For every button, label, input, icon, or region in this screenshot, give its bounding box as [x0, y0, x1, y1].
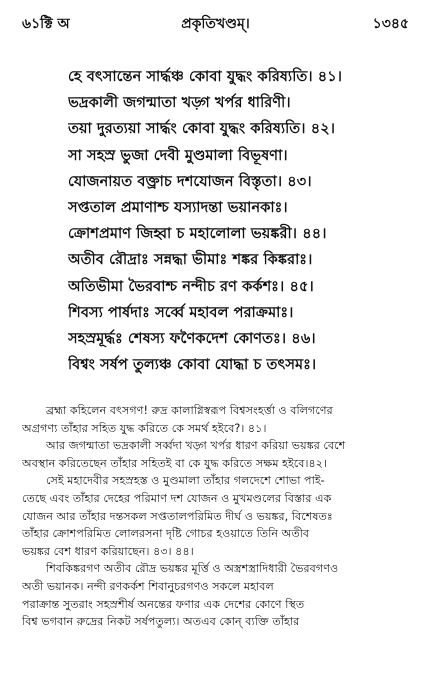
verse-line: সহস্রমূর্দ্ধঃ শেষস্য ফণৈকদেশ কোণতঃ। ৪৬। [68, 331, 316, 348]
paragraph-line: যোজন আর তাঁহার দন্তসকল সপ্ততালপরিমিত দীর্ঘ ও ভয়ঙ্কর, বিশেষতঃ [22, 509, 333, 523]
verse-line: যোজনায়ত বক্ত্রাচ দশযোজন বিস্তৃতা। ৪৩। [68, 173, 312, 190]
paragraph-line: অবস্থান করিতেছেন তাঁহার সহিতই বা কে যুদ্ধ করিতে সক্ষম হইবে।৪২। [22, 456, 328, 470]
paragraph-line: তাঁহার ক্রোশপরিমিত লোলরসনা দৃষ্টি গোচর হওয়াতে তিনি অতীব [22, 527, 310, 541]
paragraph-line: ব্রহ্মা কহিলেন বৎসগণ! রুদ্র কালাগ্নিস্বরূপ বিশ্বসংহর্ত্তা ও বলিগণের [46, 404, 333, 417]
verse-line: সপ্ততাল প্রমাণাশ্চ যস্যাদন্তা ভয়ানকাঃ। [68, 200, 288, 217]
verse-line: অতীব রৌদ্রাঃ সন্নদ্ধা ভীমাঃ শঙ্কর কিঙ্করাঃ। [68, 252, 313, 269]
translation-paragraph [22, 437, 415, 472]
translation-paragraph [22, 402, 415, 437]
paragraph-line: সেই মহাদেবীর সহস্রহস্ত ও মুণ্ডমালা তাঁহার গলদেশে শোভা পাই- [46, 474, 325, 488]
paragraph-line: তেছে এবং তাঁহার দেহের পরিমাণ দশ যোজন ও মুখমণ্ডলের বিস্তার এক [22, 491, 332, 505]
verse-line: তয়া দুরত্যয়া সার্দ্ধং কোবা যুদ্ধং করিষ্যতি। ৪২। [68, 121, 336, 138]
header-signature-mark: ৬১ক্টি অ [22, 16, 70, 32]
translation-paragraph [22, 472, 415, 560]
verse-line: ক্রোশপ্রমাণ জিহ্বা চ মহালোলা ভয়ঙ্করী। ৪৪। [68, 226, 327, 243]
verse-line: সা সহস্র ভুজা দেবী মুণ্ডমালা বিভূষণা। [68, 147, 288, 164]
page-number: ১৩৪৫ [372, 16, 409, 32]
header-section-title: প্রকৃতিখণ্ডম্। [181, 16, 250, 32]
sanskrit-verses [68, 64, 413, 378]
verse-line: ভদ্রকালী জগন্মাতা খড়্গ খর্পর ধারিণী। [68, 95, 291, 112]
page-header [22, 8, 409, 34]
paragraph-line: আর জগন্মাতা ভদ্রকালী সর্ব্বদা খড়্গ খর্পর ধারণ করিয়া ভয়ঙ্কর বেশে [46, 439, 346, 453]
verse-line: হে বৎসান্তেন সার্দ্ধঞ্চ কোবা যুদ্ধং করিষ্যতি। ৪১। [68, 69, 343, 85]
bengali-translation [22, 402, 415, 631]
paragraph-line: বিশ্ব ভগবান রুদ্রের নিকট সর্ষপতুল্য। অতএব কোন্ ব্যক্তি তাঁহার [22, 615, 300, 629]
verse-line: অতিভীমা ভৈরবাশ্চ নন্দীচ রণ কর্কশঃ। ৪৫। [68, 278, 314, 295]
paragraph-line: পরাক্রান্ত সুতরাং সহস্রশীর্ষ অনন্তের ফণার এক দেশের কোণে স্থিত [22, 597, 305, 611]
paragraph-line: অতী ভয়ানক। নন্দী রণকর্কশ শিবানুচরগণও সকলে মহাবল [22, 579, 274, 593]
paragraph-line: অগ্রগণ্য তাঁহার সহিত যুদ্ধ করিতে কে সমর্থ হইবে?। ৪১। [22, 421, 267, 435]
translation-paragraph [22, 560, 415, 630]
verse-line: বিশ্বং সর্ষপ তুল্যঞ্চ কোবা যোদ্ধা চ তৎসমঃ। [68, 357, 317, 374]
verse-line: শিবস্য পার্ষদাঃ সর্ব্বে মহাবল পরাক্রমাঃ। [68, 304, 294, 321]
paragraph-line: ভয়ঙ্কর বেশ ধারণ করিয়াছেন। ৪৩। ৪৪। [22, 544, 194, 558]
paragraph-line: শিবকিঙ্করগণ অতীব রৌদ্র ভয়ঙ্কর মূর্ত্তি ও অস্ত্রশস্ত্রাদিধারী ভৈরবগণও [46, 562, 339, 576]
